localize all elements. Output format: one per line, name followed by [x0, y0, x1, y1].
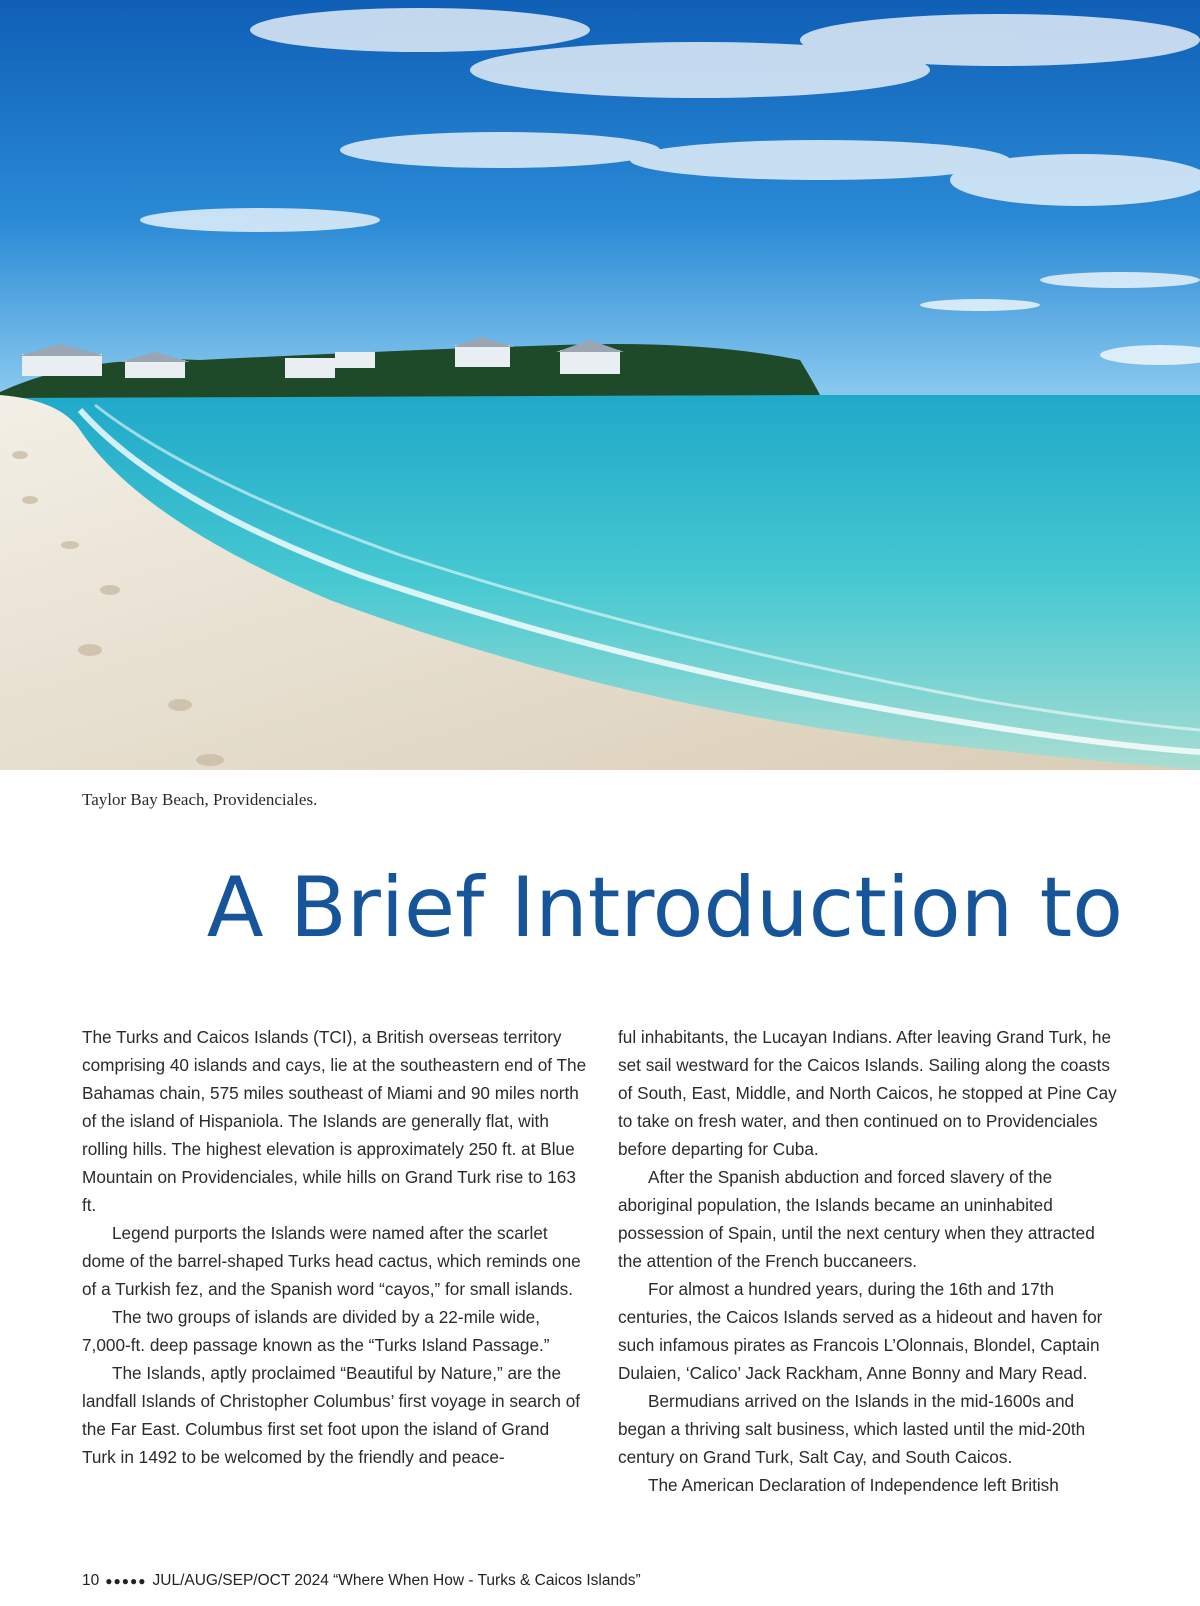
separator-dots: ●●●●● [105, 1574, 147, 1588]
issue-info: JUL/AUG/SEP/OCT 2024 “Where When How - Turks & Caicos Islands” [152, 1572, 641, 1589]
paragraph: Legend purports the Islands were named after the scarlet dome of the barrel-shaped Turks head cactus, which reminds one of a Turkish fez, and the Spanish word “cayos,” for small islands. [82, 1223, 581, 1299]
paragraph: The two groups of islands are divided by a 22-mile wide, 7,000-ft. deep passage known as the “Turks Island Passage.” [82, 1307, 550, 1355]
page-footer [82, 1572, 641, 1590]
paragraph: After the Spanish abduction and forced slavery of the aboriginal population, the Islands became an uninhabited possession of Spain, until the next century when they attracted the attention of the French buccaneers. [618, 1167, 1095, 1271]
paragraph: The Turks and Caicos Islands (TCI), a British overseas territory comprising 40 islands and cays, lie at the southeastern end of The Bahamas chain, 575 miles southeast of Miami and 90 miles north of the island of Hispaniola. The Islands are generally flat, with rolling hills. The highest elevation is approximately 250 ft. at Blue Mountain on Providenciales, while hills on Grand Turk rise to 163 ft. [82, 1027, 587, 1215]
article-column-right [618, 1023, 1123, 1499]
article-column-left [82, 1023, 587, 1471]
beach-photo [0, 0, 1200, 770]
paragraph: For almost a hundred years, during the 16th and 17th centuries, the Caicos Islands served as a hideout and haven for such infamous pirates as Francois L’Olonnais, Blondel, Captain Dulaien, ‘Calico’ Jack Rackham, Anne Bonny and Mary Read. [618, 1279, 1103, 1383]
paragraph: Bermudians arrived on the Islands in the mid-1600s and began a thriving salt business, which lasted until the mid-20th century on Grand Turk, Salt Cay, and South Caicos. [618, 1391, 1086, 1467]
page-number: 10 [82, 1572, 100, 1589]
photo-caption: Taylor Bay Beach, Providenciales. [82, 790, 318, 809]
paragraph: The Islands, aptly proclaimed “Beautiful by Nature,” are the landfall Islands of Christopher Columbus’ first voyage in search of the Far East. Columbus first set foot upon the island of Grand Turk in 1492 to be welcomed by the friendly and peace- [82, 1363, 581, 1467]
paragraph: ful inhabitants, the Lucayan Indians. After leaving Grand Turk, he set sail westward for the Caicos Islands. Sailing along the coasts of South, East, Middle, and North Caicos, he stopped at Pine Cay to take on fresh water, and then continued on to Providenciales before departing for Cuba. [618, 1027, 1117, 1159]
paragraph: The American Declaration of Independence left British [648, 1475, 1059, 1495]
article-title: A Brief Introduction to [206, 859, 1123, 956]
